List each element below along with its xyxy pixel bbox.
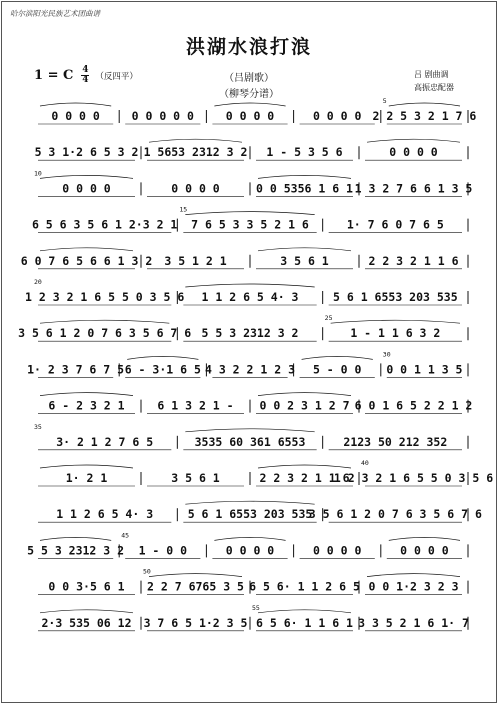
- measure-number: 5: [382, 97, 387, 105]
- slur: [214, 103, 285, 106]
- slur: [367, 574, 460, 577]
- measure-notes: 2 2 3 2 1 1 6: [259, 471, 350, 485]
- measure-notes: 0 0 0 0: [389, 145, 438, 160]
- staff-line: [27, 531, 468, 558]
- measure-notes: 0 0 0 0: [225, 109, 275, 123]
- measure-notes: 1 - 1 1 6 3 2: [350, 326, 441, 341]
- staff-line: [38, 459, 493, 486]
- slur: [149, 139, 242, 142]
- slur: [40, 537, 111, 540]
- measure-notes: 1 2 3 2 1 6 5 5 0 3 5 6: [333, 471, 494, 485]
- measure-notes: 0 0 0 0: [62, 181, 111, 196]
- measure-notes: 6 1 3 2 1 -: [157, 398, 234, 413]
- score-sheet: [1, 1, 497, 703]
- measure-notes: 5 6 1 6553 203 535: [187, 507, 313, 522]
- staff-line: [35, 139, 468, 160]
- slur: [331, 320, 460, 323]
- measure-notes: 3 3 5 2 1 6 1· 7: [358, 615, 469, 630]
- measure-number: 55: [252, 603, 260, 612]
- measure-number: 10: [34, 169, 42, 178]
- staff-line: [25, 278, 468, 305]
- slur: [127, 356, 198, 359]
- measure-notes: 1 5653 2312 3 2: [143, 145, 248, 160]
- slur: [214, 537, 285, 540]
- slur: [258, 248, 351, 251]
- slur: [149, 574, 242, 577]
- measure-notes: 7 6 5 3 3 5 2 1 6: [191, 217, 309, 232]
- measure-notes: 3 5 6 1: [171, 471, 220, 485]
- slur: [389, 103, 460, 106]
- measure-number: 45: [121, 531, 130, 540]
- measure-notes: 2·3 535 06 12: [41, 615, 132, 630]
- measure-notes: 2 2 3 2 1 1 6: [368, 253, 459, 268]
- key-label: 1 = C: [34, 68, 74, 83]
- measure-notes: 0 0 2 3 1 2 7: [259, 398, 350, 413]
- staff-line: [32, 206, 468, 233]
- slur: [40, 610, 133, 613]
- measure-notes: 1· 7 6 0 7 6 5: [346, 217, 444, 232]
- measure-number: 35: [34, 422, 42, 431]
- staff-line: [21, 248, 468, 269]
- measure-notes: 6 - 2 3 2 1: [48, 398, 125, 413]
- measure-notes: 6 5 6 3 5 6 1 2·3 2 1: [31, 217, 178, 232]
- measure-notes: 5 3 1·2 6 5 3 2: [34, 145, 139, 160]
- measure-notes: 6 5 6· 1 1 2 6 5: [249, 579, 360, 594]
- slur: [389, 537, 460, 540]
- measure-notes: 3 7 6 5 1·2 3 5: [143, 615, 248, 630]
- slur: [40, 393, 133, 396]
- slur: [185, 429, 314, 432]
- measure-notes: 3 5 6 1: [280, 253, 329, 268]
- measure-notes: 3535 60 361 6553: [194, 434, 306, 449]
- measure-notes: 0 0 3·5 6 1: [48, 579, 125, 594]
- tuning-label: （反四平）: [95, 71, 138, 82]
- slur: [258, 393, 351, 396]
- measure-notes: 3· 2 1 2 7 6 5: [56, 434, 154, 449]
- measure-number: 20: [34, 278, 42, 286]
- measure-notes: 0 0 1·2 3 2 3: [368, 579, 459, 594]
- measure-notes: 2123 50 212 352: [343, 434, 448, 449]
- measure-notes: 1 3 2 7 6 6 1 3 5: [354, 181, 473, 196]
- slur: [185, 284, 314, 287]
- measure-notes: 3 5 6 1 2 0 7 6 3 5 6 7 6: [308, 507, 482, 522]
- staff-line: [38, 568, 468, 595]
- measure-notes: 5 - 0 0: [312, 362, 362, 377]
- slur: [367, 139, 460, 142]
- staff-line: [34, 169, 472, 196]
- time-signature-top: 4: [82, 65, 89, 75]
- staff-line: [34, 423, 468, 450]
- slur: [258, 610, 351, 613]
- measure-notes: 1 1 2 6 5 4· 3: [56, 507, 154, 522]
- measure-notes: 3 5 1 2 1: [164, 253, 227, 268]
- slur: [185, 501, 314, 504]
- slur: [302, 356, 373, 359]
- measure-notes: 0 0 0 0: [312, 543, 362, 558]
- measure-notes: 6 - 3·1 6 5: [124, 362, 201, 377]
- measure-notes: 5 5 3 2312 3 2: [27, 543, 125, 558]
- measure-notes: 1· 2 3 7 6 7 5: [27, 362, 125, 377]
- credit-line: 高振忠配器: [414, 83, 454, 92]
- genre-label: （吕剧歌）: [224, 73, 274, 84]
- measure-notes: 0 0 0 0: [51, 109, 100, 123]
- staff-line: [27, 350, 468, 377]
- slur: [258, 175, 351, 178]
- header-note: 哈尔滨阳光民族艺术团曲谱: [10, 9, 100, 18]
- staff-line: [38, 393, 472, 414]
- measure-notes: 6 0 1 6 5 2 2 1 2: [354, 398, 473, 413]
- slur: [40, 175, 133, 178]
- measure-notes: 0 0 1 1 3 5: [386, 362, 463, 377]
- measure-notes: 4 3 2 2 1 2 3: [204, 362, 296, 377]
- measure-notes: 2 2 5 3 2 1 7 6: [372, 109, 477, 123]
- measure-notes: 0 0 0 0: [312, 109, 362, 123]
- credit-line: 吕 剧曲调: [414, 70, 449, 79]
- measure-number: 50: [143, 567, 151, 576]
- notation-staff: [2, 2, 498, 704]
- measure-notes: 1 - 5 3 5 6: [266, 145, 343, 160]
- measure-number: 25: [324, 314, 333, 323]
- measure-notes: 0 0 5356 1 6 1: [256, 181, 353, 196]
- measure-notes: 0 0 0 0: [225, 543, 275, 558]
- measure-notes: 6 0 7 6 5 6 6 1 3 2: [20, 253, 153, 268]
- measure-number: 40: [361, 459, 369, 467]
- measure-notes: 2 2 7 6765 3 5: [147, 579, 244, 594]
- song-title: 洪湖水浪打浪: [185, 36, 312, 58]
- measure-notes: 6 5 6· 1 1 6 1: [256, 615, 353, 630]
- measure-notes: 5 5 3 2312 3 2: [201, 326, 299, 341]
- measure-notes: 1 - 0 0: [138, 543, 188, 558]
- slur: [40, 465, 133, 468]
- measure-notes: 5 6 1 6553 203 535: [333, 290, 458, 304]
- measure-notes: 3 5 6 1 2 0 7 6 3 5 6 7 6: [18, 326, 192, 341]
- measure-notes: 0 0 0 0: [171, 181, 220, 196]
- staff-line: [38, 501, 482, 522]
- slur: [40, 320, 169, 323]
- staff-line: [38, 97, 476, 124]
- slur: [40, 248, 133, 251]
- slur: [40, 103, 111, 106]
- staff-line: [38, 604, 469, 631]
- measure-notes: 1· 2 1: [65, 471, 108, 485]
- measure-notes: 0 0 0 0 0: [131, 109, 194, 123]
- time-signature-bottom: 4: [82, 75, 89, 85]
- slur: [258, 465, 351, 468]
- measure-notes: 0 0 0 0: [400, 543, 449, 558]
- measure-number: 15: [179, 205, 188, 214]
- measure-notes: 1 2 3 2 1 6 5 5 0 3 5 6: [25, 290, 185, 304]
- slur: [185, 212, 314, 215]
- measure-number: 30: [382, 350, 391, 359]
- staff-line: [18, 314, 468, 341]
- part-label: （柳琴分谱）: [219, 89, 279, 100]
- measure-notes: 1 1 2 6 5 4· 3: [201, 290, 299, 304]
